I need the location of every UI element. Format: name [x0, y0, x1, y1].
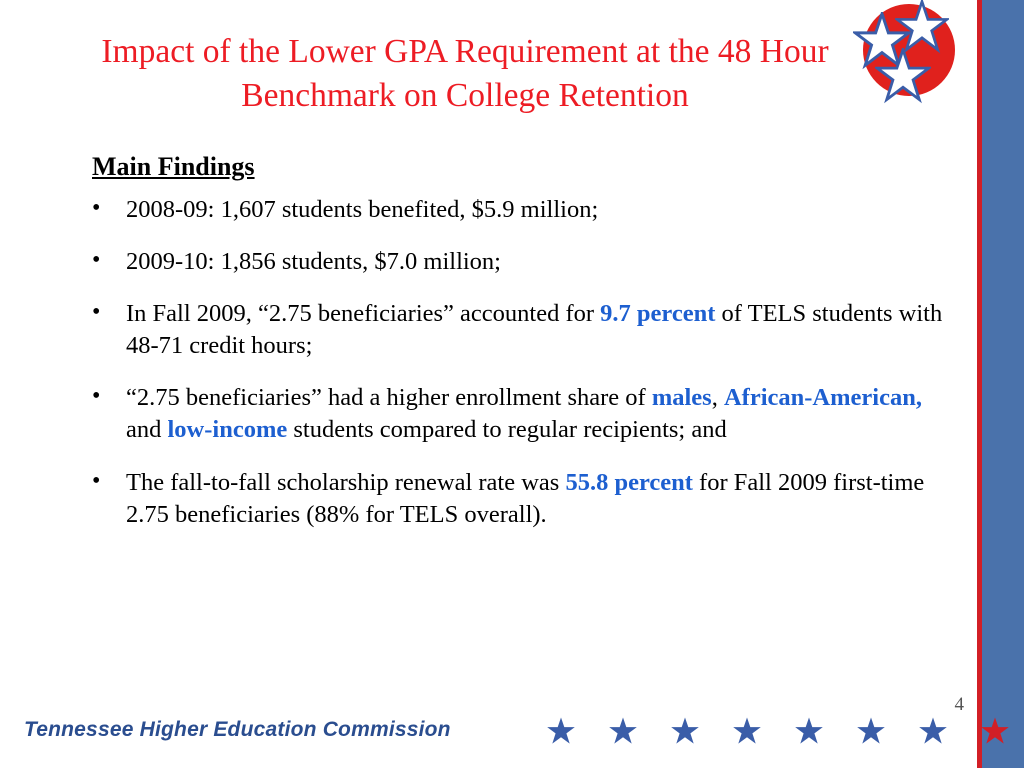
finding-bullet — [86, 298, 952, 362]
star-icon — [980, 716, 1010, 746]
star-icon — [918, 716, 948, 746]
highlighted-text: low-income — [167, 416, 288, 444]
bullet-text: In Fall 2009, “2.75 beneficiaries” accounted for — [126, 300, 601, 328]
highlighted-text: African-American, — [723, 384, 922, 412]
bullet-text: “2.75 beneficiaries” had a higher enrollment share of — [126, 384, 652, 412]
finding-bullet — [86, 246, 952, 278]
star-icon — [794, 716, 824, 746]
highlighted-text: males — [651, 384, 712, 412]
bullet-text: of TELS students with 48-71 credit hours; — [126, 300, 943, 360]
bullet-text: The fall-to-fall scholarship renewal rate was — [126, 468, 566, 496]
bullet-text: 2008-09: 1,607 students benefited, $5.9 million; — [126, 196, 599, 223]
main-findings-heading: Main Findings — [92, 152, 255, 181]
bullet-text: 2009-10: 1,856 students, $7.0 million; — [126, 248, 501, 276]
highlighted-text: 9.7 percent — [600, 300, 716, 328]
bullet-text: students compared to regular recipients; and — [287, 416, 727, 444]
star-icon — [856, 716, 886, 746]
highlighted-text: 55.8 percent — [565, 468, 693, 496]
finding-bullet — [86, 382, 952, 446]
star-icon — [608, 716, 638, 746]
slide-body — [86, 152, 952, 551]
slide-footer — [24, 714, 1024, 754]
right-blue-band — [982, 0, 1024, 768]
footer-star-row — [546, 714, 1024, 748]
findings-list — [86, 194, 952, 531]
page-number: 4 — [954, 694, 964, 715]
finding-bullet — [86, 194, 952, 226]
star-icon — [546, 716, 576, 746]
bullet-text: , — [711, 384, 724, 412]
finding-bullet — [86, 467, 952, 531]
footer-organization-name: Tennessee Higher Education Commission — [24, 718, 451, 741]
slide-title: Impact of the Lower GPA Requirement at the 48 Hour Benchmark on College Retention — [101, 33, 829, 115]
star-icon — [895, 0, 949, 54]
tn-tristar-logo — [849, 0, 969, 116]
star-icon — [670, 716, 700, 746]
star-icon — [732, 716, 762, 746]
star-icon — [875, 48, 931, 104]
bullet-text: for Fall 2009 first-time 2.75 beneficiaries (88% for TELS overall). — [126, 468, 925, 528]
bullet-text: and — [126, 416, 168, 444]
